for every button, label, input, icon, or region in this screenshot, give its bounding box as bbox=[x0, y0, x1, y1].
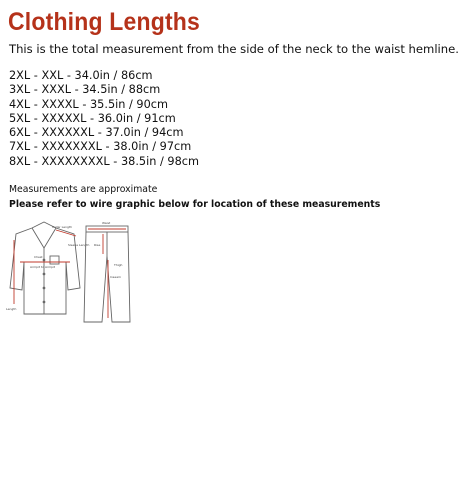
length-label: Length bbox=[6, 307, 17, 311]
size-row: 8XL - XXXXXXXXL - 38.5in / 98cm bbox=[9, 154, 199, 168]
collar-label: Collar Length bbox=[52, 225, 72, 229]
size-row: 2XL - XXL - 34.0in / 86cm bbox=[9, 69, 153, 82]
size-row: 3XL - XXXL - 34.5in / 88cm bbox=[9, 83, 161, 97]
chest-label: Chest bbox=[34, 255, 43, 259]
pants-drawing bbox=[84, 226, 130, 322]
sleeve-label: Sleeve Length bbox=[68, 243, 90, 247]
refer-note: Please refer to wire graphic below for location of these measurements bbox=[9, 199, 381, 210]
rise-label: Rise bbox=[94, 243, 101, 247]
waist-label: Waist bbox=[102, 221, 111, 225]
description: This is the total measurement from the side of the neck to the waist hemline. bbox=[9, 42, 459, 56]
size-row: 6XL - XXXXXXL - 37.0in / 94cm bbox=[9, 126, 184, 140]
size-row: 5XL - XXXXXL - 36.0in / 91cm bbox=[9, 111, 176, 125]
wire-graphic bbox=[4, 218, 134, 328]
page-title: Clothing Lengths bbox=[8, 8, 201, 36]
approx-note: Measurements are approximate bbox=[9, 184, 158, 195]
size-row: 7XL - XXXXXXXL - 38.0in / 97cm bbox=[9, 140, 192, 154]
thigh-label: Thigh bbox=[114, 263, 123, 267]
size-row: 4XL - XXXXL - 35.5in / 90cm bbox=[9, 97, 169, 111]
armpit-label: Armpit to Armpit bbox=[30, 265, 56, 269]
inseam-label: Inseam bbox=[110, 275, 121, 279]
size-list bbox=[9, 69, 199, 169]
